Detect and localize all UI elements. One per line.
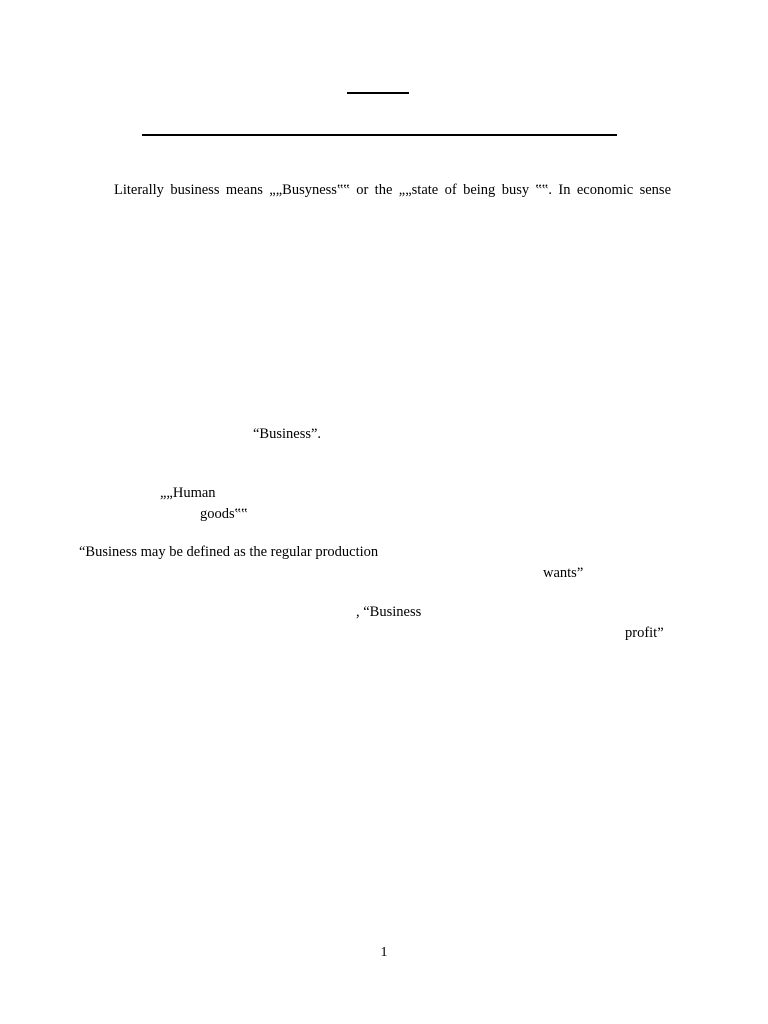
text-fragment-profit: profit” [625, 625, 664, 641]
title-underline [347, 92, 409, 94]
text-fragment-wants: wants” [543, 565, 584, 581]
page-number: 1 [380, 945, 388, 960]
paragraph-text: Literally business means „„Busyness‟‟ or the „„state of being busy ‟‟. In economic sense [114, 182, 671, 198]
text-fragment-definition: “Business may be defined as the regular production [79, 544, 379, 560]
text-fragment-business: , “Business [356, 604, 422, 620]
text-fragment-business-quote: “Business”. [253, 426, 322, 442]
text-fragment-human: „„Human [160, 485, 216, 501]
text-fragment-goods: goods‟‟ [200, 506, 248, 522]
subtitle-underline [142, 134, 617, 136]
